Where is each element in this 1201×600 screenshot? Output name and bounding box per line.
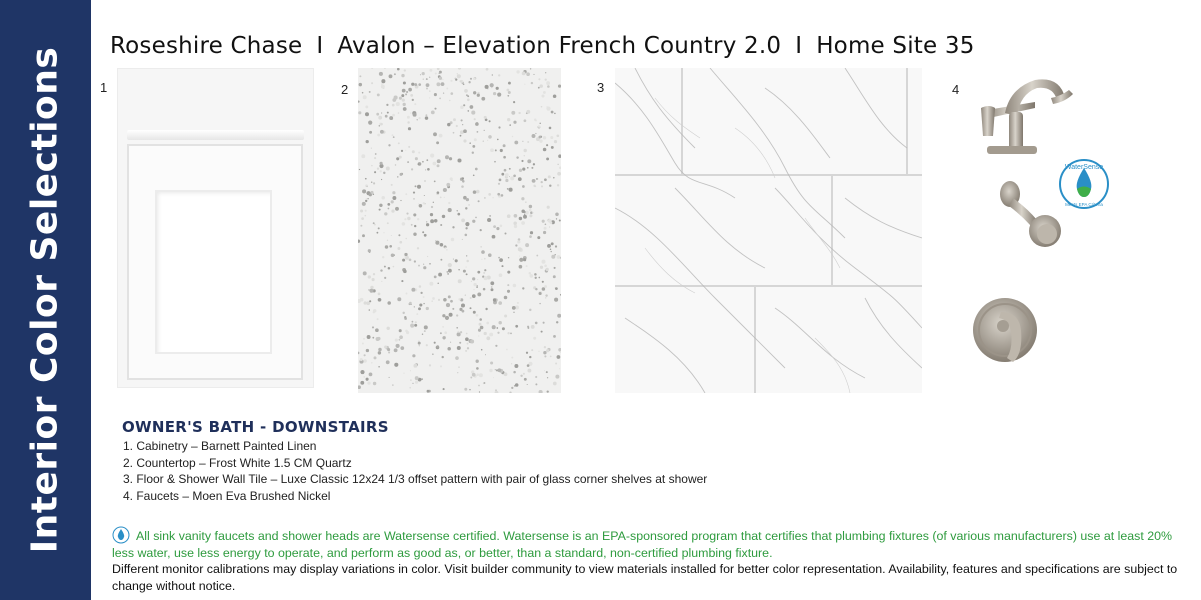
header-separator: I	[795, 33, 803, 59]
plan-name: Avalon – Elevation French Country 2.0	[337, 33, 782, 59]
home-site: Home Site 35	[816, 33, 975, 59]
page-header	[110, 33, 975, 59]
watersense-mini-icon	[112, 526, 130, 544]
fixtures-illustration	[965, 68, 1125, 398]
cabinet-top-rail	[127, 130, 304, 140]
swatch-number: 2	[341, 82, 349, 97]
watersense-note	[112, 526, 1197, 561]
watersense-text: All sink vanity faucets and shower heads are Watersense certified. Watersense is an EPA-sponsored program that certifies that plumbing fixtures (of various manufacturers) use at least 20% less water, use less energy to operate, and perform as good as, or better, than a standard, non-certified plumbing fixture.	[112, 529, 1173, 560]
quartz-countertop-image	[358, 68, 561, 393]
header-separator: I	[316, 33, 324, 59]
list-item: 2. Countertop – Frost White 1.5 CM Quartz	[123, 455, 352, 470]
watersense-logo-sub: Meets EPA Criteria	[1065, 202, 1103, 207]
quartz-speckle-texture	[358, 68, 561, 393]
list-item: 1. Cabinetry – Barnett Painted Linen	[123, 439, 317, 453]
shower-head-icon	[1000, 181, 1061, 247]
disclaimer-text: Different monitor calibrations may display variations in color. Visit builder community to view materials installed for better color representation. Availability, features and specifications are subject to change without notice.	[112, 562, 1178, 593]
swatch-number: 3	[597, 80, 605, 95]
swatch-number: 1	[100, 80, 108, 95]
marble-tile-pattern	[615, 68, 922, 393]
shower-valve-trim-icon	[973, 298, 1037, 362]
list-item: 4. Faucets – Moen Eva Brushed Nickel	[123, 488, 331, 503]
watersense-logo-label: WaterSense	[1064, 164, 1104, 171]
section-title: OWNER'S BATH - DOWNSTAIRS	[122, 418, 389, 436]
cabinet-door-frame	[127, 144, 303, 380]
faucet-icon	[981, 79, 1073, 154]
faucet-fixtures-image	[965, 68, 1125, 398]
marble-tile-image	[615, 68, 922, 393]
community-name: Roseshire Chase	[110, 33, 303, 59]
sidebar	[0, 0, 91, 600]
cabinet-door-image	[117, 68, 314, 388]
sidebar-title: Interior Color Selections	[24, 46, 66, 554]
list-item: 3. Floor & Shower Wall Tile – Luxe Classic 12x24 1/3 offset pattern with pair of glass corner shelves at shower	[123, 472, 708, 486]
swatch-number: 4	[952, 82, 960, 97]
cabinet-door-panel	[155, 190, 272, 354]
selection-list	[123, 438, 707, 504]
